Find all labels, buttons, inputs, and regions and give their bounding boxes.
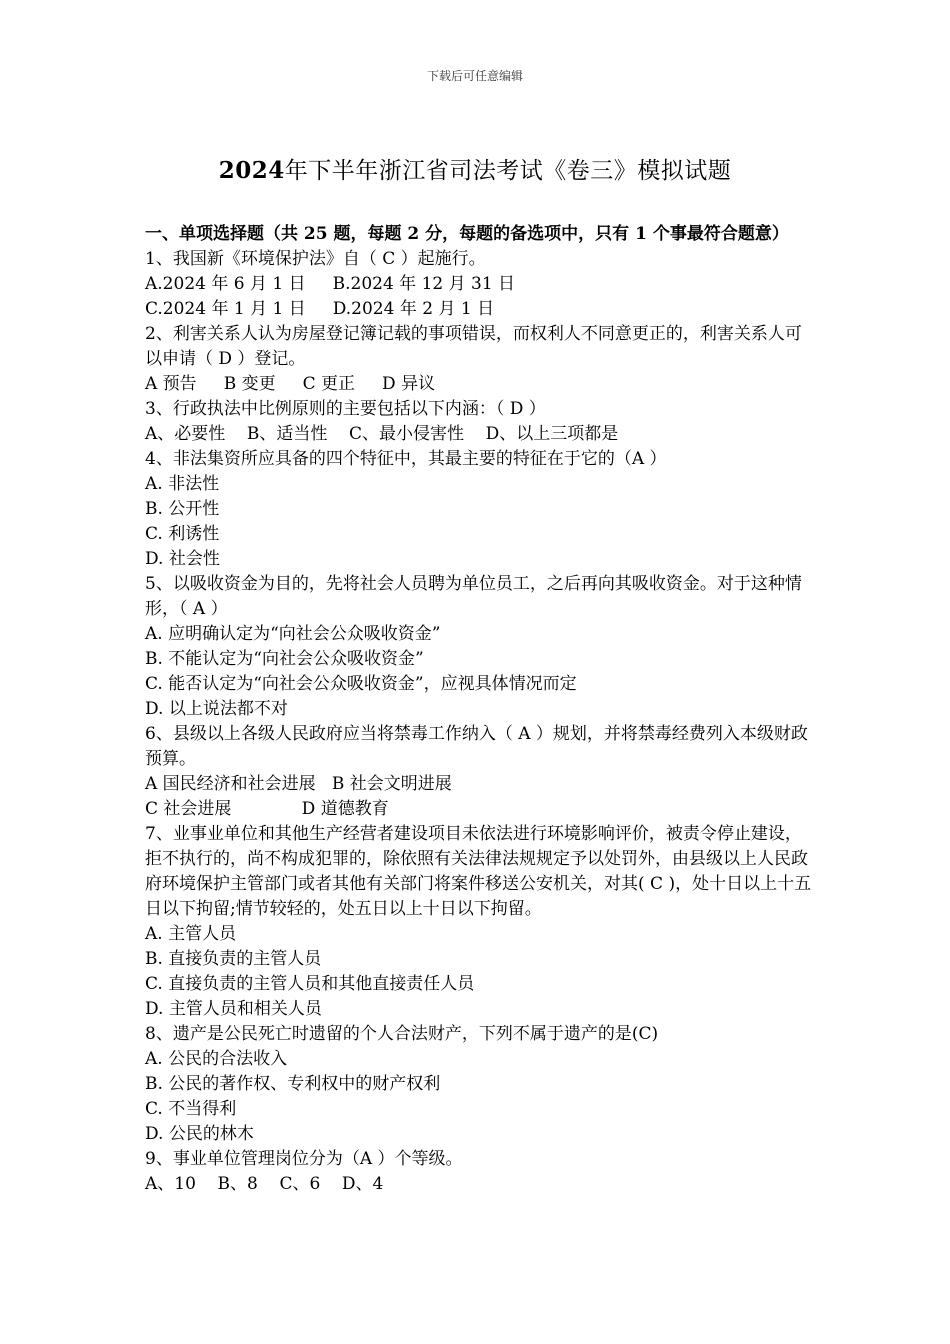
question-text: 1、我国新《环境保护法》自（ C ）起施行。 [145, 249, 486, 269]
section-heading: 一、单项选择题（共 25 题，每题 2 分，每题的备选项中，只有 1 个事最符合题意） [145, 224, 789, 244]
question-text: 2、利害关系人认为房屋登记簿记载的事项错误，而权利人不同意更正的，利害关系人可以申请（ D ）登记。 [145, 324, 802, 369]
answer-option-line: B. 直接负责的主管人员 [145, 949, 322, 969]
answer-option-line: C. 直接负责的主管人员和其他直接责任人员 [145, 974, 475, 994]
answer-option-line: A.2024 年 6 月 1 日 B.2024 年 12 月 31 日 [145, 274, 516, 294]
answer-option-line: B. 公开性 [145, 499, 220, 519]
answer-option-line: D. 公民的林木 [145, 1124, 254, 1144]
title-text: 年下半年浙江省司法考试《卷三》模拟试题 [284, 158, 732, 184]
answer-option-line: A、10 B、8 C、6 D、4 [145, 1174, 384, 1194]
question-text: 5、以吸收资金为目的，先将社会人员聘为单位员工，之后再向其吸收资金。对于这种情形，（ A ） [145, 574, 802, 619]
question-text: 8、遗产是公民死亡时遗留的个人合法财产，下列不属于遗产的是(C) [145, 1024, 659, 1044]
answer-option-line: B. 公民的著作权、专利权中的财产权利 [145, 1074, 441, 1094]
answer-option-line: A. 主管人员 [145, 924, 237, 944]
question-list [145, 247, 815, 1197]
question-text: 7、业事业单位和其他生产经营者建设项目未依法进行环境影响评价，被责令停止建设，拒不执行的，尚不构成犯罪的，除依照有关法律法规规定予以处罚外，由县级以上人民政府环境保护主管部门或者其他有关部门将案件移送公安机关，对其( C )，处十日以上十五日以下拘留;情节较轻的，处五日以上十日以下拘留。 [145, 824, 812, 919]
answer-option-line: A 预告 B 变更 C 更正 D 异议 [145, 374, 436, 394]
answer-option-line: D. 主管人员和相关人员 [145, 999, 322, 1019]
answer-option-line: C 社会进展 D 道德教育 [145, 799, 389, 819]
answer-option-line: A. 应明确认定为“向社会公众吸收资金” [145, 624, 441, 644]
document-title [0, 152, 950, 185]
answer-option-line: B. 不能认定为“向社会公众吸收资金” [145, 649, 424, 669]
title-year: 2024 [218, 157, 285, 184]
answer-option-line: C.2024 年 1 月 1 日 D.2024 年 2 月 1 日 [145, 299, 495, 319]
document-body [145, 222, 815, 1197]
question-text: 3、行政执法中比例原则的主要包括以下内涵：（ D ） [145, 399, 546, 419]
answer-option-line: D. 以上说法都不对 [145, 699, 288, 719]
answer-option-line: A、必要性 B、适当性 C、最小侵害性 D、以上三项都是 [145, 424, 619, 444]
answer-option-line: C. 利诱性 [145, 524, 220, 544]
question-text: 4、非法集资所应具备的四个特征中，其最主要的特征在于它的（A ） [145, 449, 667, 469]
answer-option-line: C. 能否认定为“向社会公众吸收资金”，应视具体情况而定 [145, 674, 577, 694]
answer-option-line: C. 不当得利 [145, 1099, 237, 1119]
answer-option-line: D. 社会性 [145, 549, 220, 569]
answer-option-line: A. 公民的合法收入 [145, 1049, 288, 1069]
answer-option-line: A 国民经济和社会进展 B 社会文明进展 [145, 774, 452, 794]
page-header-note: 下载后可任意编辑 [426, 69, 523, 83]
question-text: 6、县级以上各级人民政府应当将禁毒工作纳入（ A ）规划，并将禁毒经费列入本级财政预算。 [145, 724, 808, 769]
question-text: 9、事业单位管理岗位分为（A ）个等级。 [145, 1149, 463, 1169]
answer-option-line: A. 非法性 [145, 474, 220, 494]
